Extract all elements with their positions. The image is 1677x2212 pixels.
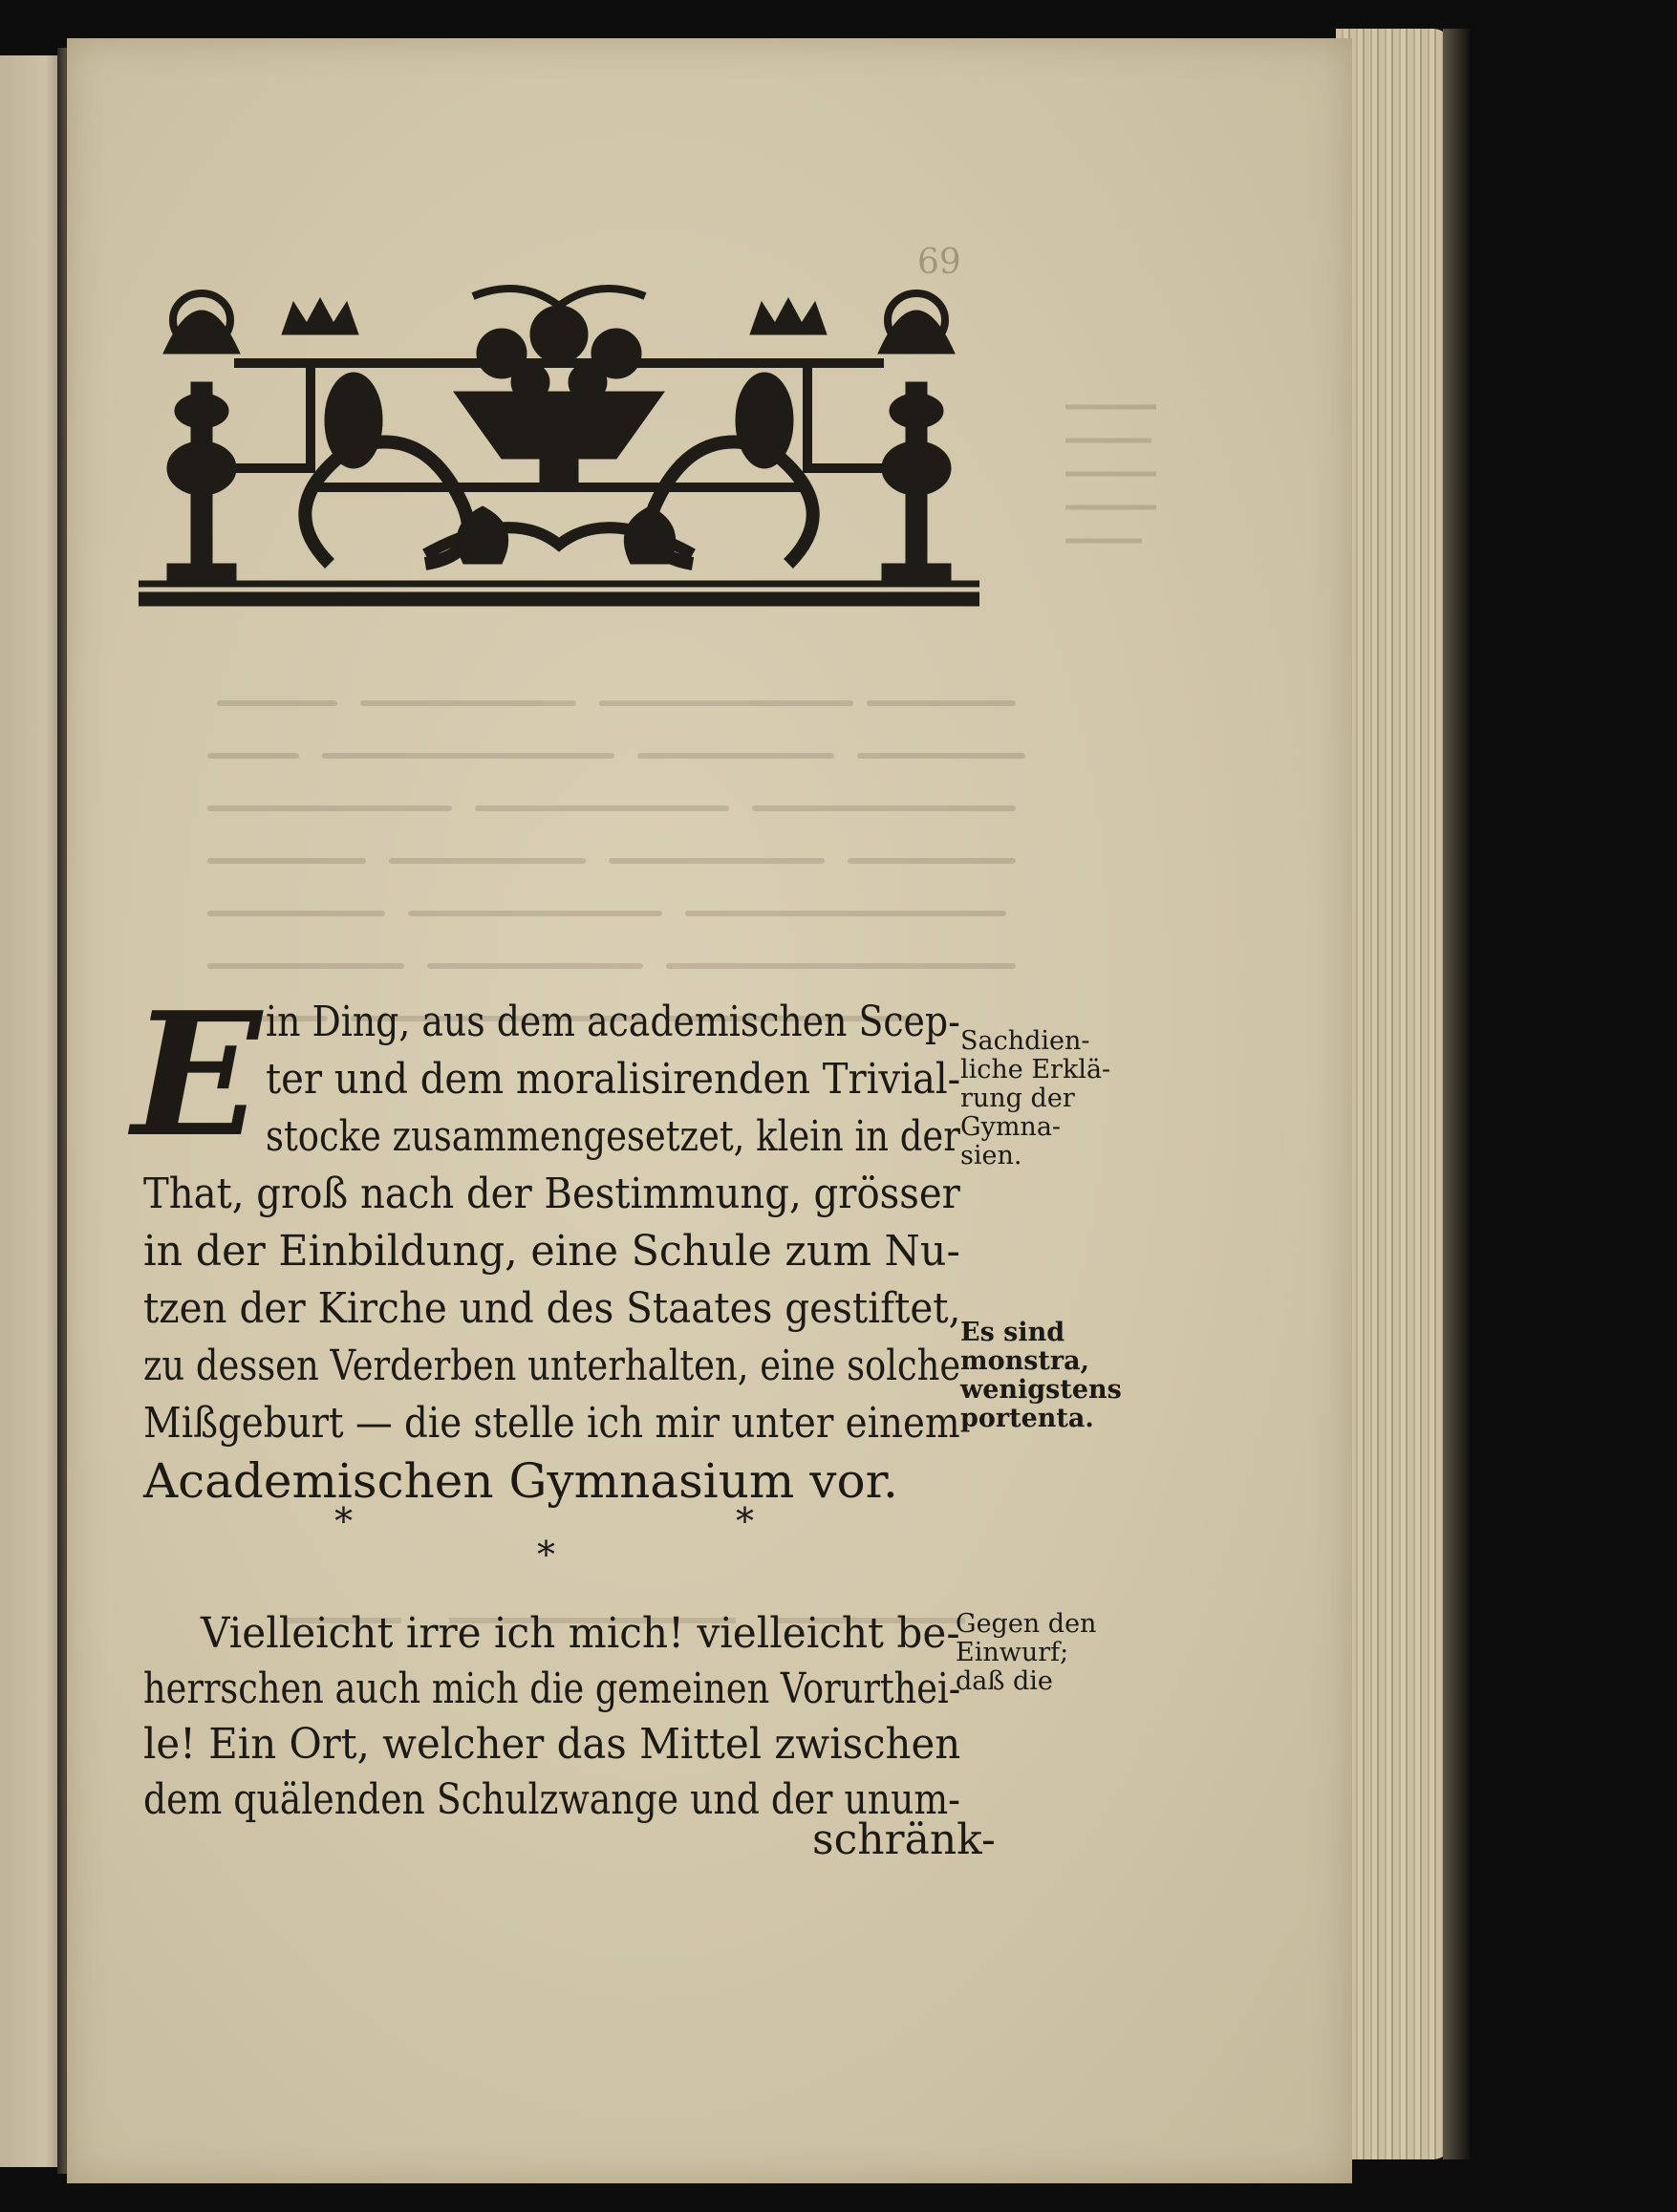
marginal-line: rung der [960, 1084, 1075, 1113]
line-text: herrschen auch mich die gemeinen Vorurthei- [143, 1664, 961, 1713]
facing-page-edge [0, 55, 65, 2167]
marginal-note-2 [960, 1319, 1122, 1433]
line-text: le! Ein Ort, welcher das Mittel zwischen [143, 1720, 961, 1769]
asterism-star: * [537, 1534, 555, 1576]
marginal-line: liche Erklä- [960, 1055, 1111, 1085]
catchword: schränk- [812, 1815, 996, 1864]
marginal-note-1 [960, 1027, 1110, 1170]
marginal-line: wenigstens [960, 1375, 1122, 1405]
marginal-line: Es sind [960, 1318, 1065, 1347]
marginal-line: sien. [960, 1141, 1022, 1170]
asterism-star: * [334, 1500, 353, 1542]
line-text: in Ding, aus dem academischen Scep- [266, 998, 960, 1046]
text-line [143, 1223, 960, 1280]
page-edge-shadow [1443, 29, 1470, 2159]
marginal-line: Sachdien- [960, 1026, 1090, 1056]
bleed-through-strokes [201, 684, 1042, 1028]
asterism-star: * [736, 1500, 754, 1542]
line-text: Vielleicht irre ich mich! vielleicht be- [201, 1609, 960, 1658]
marginal-line: Gegen den [956, 1609, 1097, 1639]
text-line [143, 1395, 960, 1452]
line-text: ter und dem moralisirenden Trivial- [266, 1055, 961, 1104]
main-paragraph [143, 994, 965, 1509]
text-line [143, 1452, 960, 1510]
marginal-line: daß die [956, 1666, 1053, 1696]
bleed-through-texture [143, 631, 984, 975]
bleed-through-strokes-right [1061, 397, 1166, 589]
text-line [201, 1605, 960, 1663]
text-line [143, 1716, 960, 1773]
line-text: Academischen Gymnasium vor. [143, 1453, 898, 1509]
marginal-line: Gymna- [960, 1112, 1062, 1142]
page-number: 69 [917, 243, 961, 282]
woodcut-headpiece-ornament [139, 277, 979, 616]
text-line [143, 1338, 960, 1395]
bleed-through-right [1003, 344, 1108, 535]
marginal-line: Einwurf; [956, 1638, 1069, 1667]
line-text: zu dessen Verderben unterhalten, eine solche [143, 1342, 961, 1390]
page-fore-edge [1336, 29, 1451, 2159]
text-line [266, 1051, 960, 1108]
decorated-initial: E [132, 975, 262, 1174]
marginal-line: portenta. [960, 1404, 1094, 1433]
text-line [266, 1108, 960, 1166]
line-text: That, groß nach der Bestimmung, grösser [143, 1170, 960, 1218]
text-line [143, 1166, 960, 1223]
line-text: in der Einbildung, eine Schule zum Nu- [143, 1227, 960, 1276]
text-line [143, 1661, 960, 1718]
text-line [143, 1280, 960, 1338]
line-text: dem quälenden Schulzwange und der unum- [143, 1775, 960, 1824]
line-text: stocke zusammengesetzet, klein in der [266, 1112, 960, 1161]
line-text: Mißgeburt — die stelle ich mir unter einem [143, 1399, 960, 1448]
marginal-line: monstra, [960, 1346, 1089, 1376]
text-line [266, 994, 960, 1051]
line-text: tzen der Kirche und des Staates gestiftet, [143, 1284, 961, 1333]
marginal-note-3 [956, 1610, 1096, 1696]
